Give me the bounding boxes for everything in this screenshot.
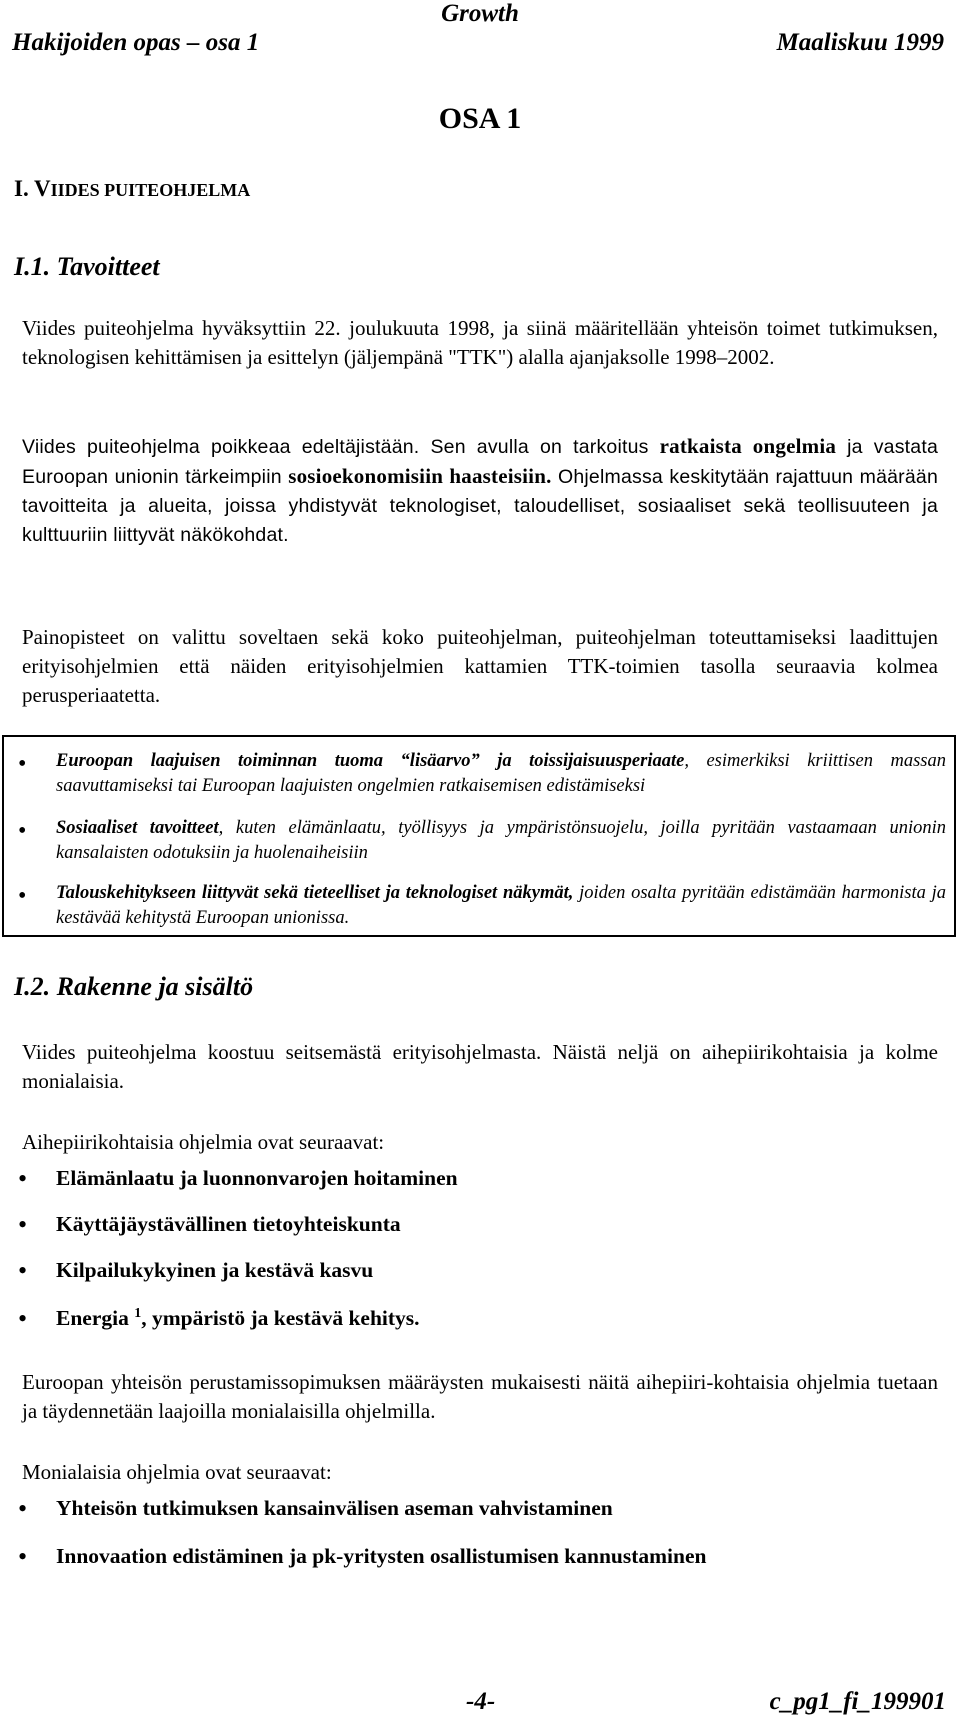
bullet-icon: •: [18, 751, 27, 777]
part-title: OSA 1: [438, 102, 522, 135]
header-right: Maaliskuu 1999: [776, 29, 944, 56]
paragraph-3: Painopisteet on valittu soveltaen sekä koko puiteohjelman, puiteohjelman toteuttamiseksi laadittujen erityisohjelmien että näiden erityisohjelmien kattamien TTK-toimien tasolla seuraavia kolmea perusperiaatetta.: [22, 625, 938, 707]
bullet-icon: •: [18, 818, 27, 844]
thematic-item: Käyttäjäystävällinen tietoyhteiskunta: [56, 1212, 401, 1236]
bullet-icon: •: [18, 1256, 28, 1285]
horizontal-intro: Monialaisia ohjelmia ovat seuraavat:: [22, 1460, 332, 1484]
paragraph-5: Euroopan yhteisön perustamissopimuksen määräysten mukaisesti näitä aihepiiri-kohtaisia ohjelmia tuetaan ja täydennetään laajoilla monialaisilla ohjelmilla.: [22, 1370, 938, 1423]
paragraph-2: Viides puiteohjelma poikkeaa edeltäjistään. Sen avulla on tarkoitus ratkaista ongelmia ja vastata Euroopan unionin tärkeimpiin sosioekonomisiin haasteisiin. Ohjelmassa keskitytään rajattuun määrään tavoitteita ja alueita, joissa yhdistyvät teknologiset, taloudelliset, sosiaaliset sekä teollisuuteen ja kulttuuriin liittyvät näkökohdat.: [22, 434, 939, 546]
bullet-icon: •: [18, 1210, 28, 1239]
bullet-icon: •: [18, 1542, 28, 1571]
thematic-item: Kilpailukykyinen ja kestävä kasvu: [56, 1258, 374, 1282]
document-code: c_pg1_fi_199901: [769, 1688, 946, 1715]
chapter-title: I. VIIDES PUITEOHJELMA: [14, 176, 251, 201]
paragraph-1: Viides puiteohjelma hyväksyttiin 22. joulukuuta 1998, ja siinä määritellään yhteisön toimet tutkimuksen, teknologisen kehittämisen ja esittelyn (jäljempänä "TTK") alalla ajanjaksolle 1998–2002.: [22, 316, 938, 369]
horizontal-item: Yhteisön tutkimuksen kansainvälisen aseman vahvistaminen: [56, 1496, 613, 1520]
header-left: Hakijoiden opas – osa 1: [12, 29, 260, 56]
section-title-1: I.1. Tavoitteet: [14, 252, 160, 281]
principle-item: Euroopan laajuisen toiminnan tuoma “lisäarvo” ja toissijaisuusperiaate, esimerkiksi kriittisen massan saavuttamiseksi tai Euroopan laajuisten ongelmien ratkaisemisen edistämiseksi: [56, 751, 946, 796]
bullet-icon: •: [18, 1494, 28, 1523]
header-top: Growth: [441, 0, 519, 27]
principle-item: Sosiaaliset tavoitteet, kuten elämänlaatu, työllisyys ja ympäristönsuojelu, joilla pyritään vastaamaan unionin kansalaisten odotuksiin ja huolenaiheisiin: [56, 818, 946, 863]
bullet-icon: •: [18, 1304, 28, 1333]
paragraph-4: Viides puiteohjelma koostuu seitsemästä erityisohjelmasta. Näistä neljä on aihepiirikohtaisia ja kolme monialaisia.: [22, 1040, 938, 1093]
section-title-2: I.2. Rakenne ja sisältö: [14, 972, 254, 1001]
bullet-icon: •: [18, 883, 27, 909]
principle-item: Talouskehitykseen liittyvät sekä tieteelliset ja teknologiset näkymät, joiden osalta pyritään edistämään harmonista ja kestävää kehitystä Euroopan unionissa.: [56, 883, 947, 928]
horizontal-item: Innovaation edistäminen ja pk-yritysten osallistumisen kannustaminen: [56, 1544, 707, 1568]
thematic-item-energy: Energia $^1$, ympäristö ja kestävä kehitys.: [56, 1306, 420, 1331]
bullet-icon: •: [18, 1164, 28, 1193]
thematic-item: Elämänlaatu ja luonnonvarojen hoitaminen: [56, 1166, 458, 1190]
page-number: -4-: [466, 1688, 496, 1715]
thematic-intro: Aihepiirikohtaisia ohjelmia ovat seuraavat:: [22, 1130, 385, 1154]
